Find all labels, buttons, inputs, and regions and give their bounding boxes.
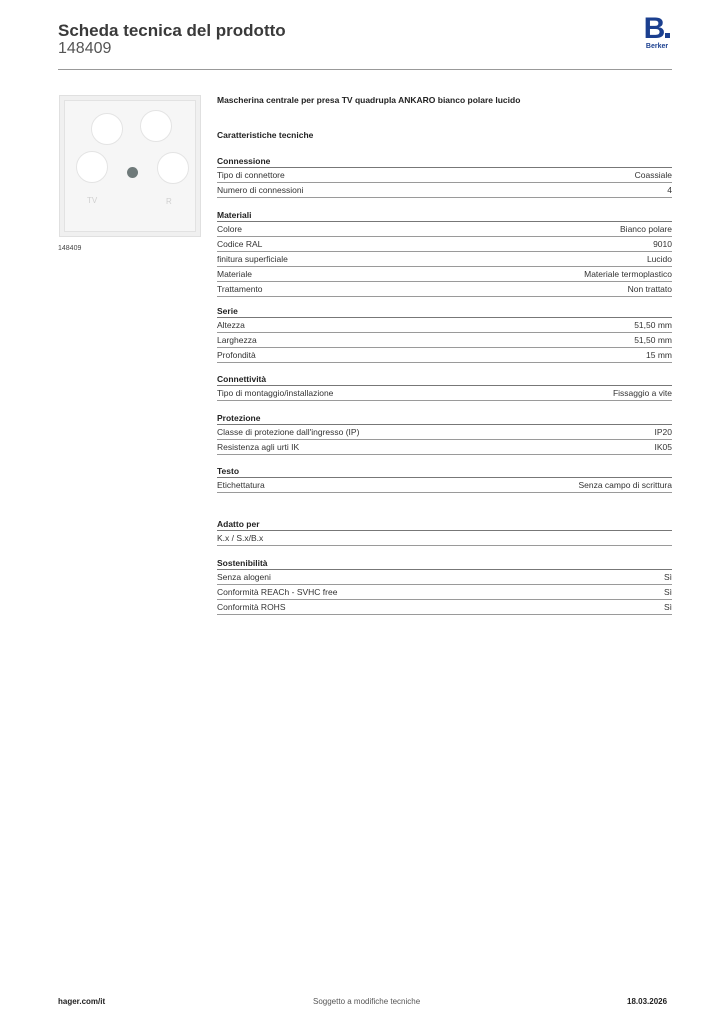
spec-label: Codice RAL (217, 239, 263, 249)
spec-label: Colore (217, 224, 243, 234)
spec-value: 51,50 mm (634, 320, 672, 330)
spec-row (217, 531, 672, 546)
spec-row (217, 222, 672, 237)
spec-value: IK05 (654, 442, 672, 452)
spec-value: 4 (667, 185, 672, 195)
spec-label: Profondità (217, 350, 256, 360)
spec-row (217, 168, 672, 183)
logo-text: Berker (645, 43, 669, 50)
spec-row (217, 333, 672, 348)
screw (127, 167, 138, 178)
connector-hole (91, 113, 123, 145)
spec-value: 51,50 mm (634, 335, 672, 345)
plate-mark-r: R (166, 197, 172, 206)
spec-value: Materiale termoplastico (584, 269, 672, 279)
spec-row (217, 267, 672, 282)
spec-value: 9010 (653, 239, 672, 249)
spec-value: Sì (663, 602, 672, 612)
footer-date: 18.03.2026 (627, 997, 668, 1006)
section-title: Sostenibilità (217, 558, 672, 570)
spec-value: Lucido (646, 254, 672, 264)
spec-row (217, 282, 672, 297)
spec-row (217, 478, 672, 493)
section-title: Connettività (217, 374, 672, 386)
section-protezione (217, 413, 672, 455)
cover-plate (64, 100, 196, 232)
image-caption: 148409 (58, 245, 82, 252)
spec-value: Non trattato (627, 284, 672, 294)
section-title: Testo (217, 466, 672, 478)
spec-label: Senza alogeni (217, 572, 271, 582)
spec-row (217, 585, 672, 600)
spec-row (217, 348, 672, 363)
spec-label: Tipo di montaggio/installazione (217, 388, 334, 398)
spec-row (217, 237, 672, 252)
footer-website-link[interactable]: hager.com/it (58, 997, 106, 1006)
product-image (59, 95, 201, 237)
document-title: Scheda tecnica del prodotto (58, 21, 286, 40)
section-materiali (217, 210, 672, 297)
spec-row (217, 386, 672, 401)
berker-logo (639, 12, 675, 50)
spec-value: Sì (663, 572, 672, 582)
spec-value: Fissaggio a vite (612, 388, 672, 398)
section-adatto-per (217, 519, 672, 546)
spec-row (217, 425, 672, 440)
spec-label: Etichettatura (217, 480, 265, 490)
spec-row (217, 570, 672, 585)
connector-hole (157, 152, 189, 184)
spec-value: Bianco polare (620, 224, 672, 234)
section-title: Adatto per (217, 519, 672, 531)
spec-row (217, 600, 672, 615)
spec-value: Sì (663, 587, 672, 597)
footer-disclaimer: Soggetto a modifiche tecniche (313, 997, 421, 1006)
document-product-code: 148409 (58, 40, 112, 57)
section-title: Serie (217, 306, 672, 318)
spec-row (217, 252, 672, 267)
spec-label: Materiale (217, 269, 252, 279)
technical-characteristics-heading: Caratteristiche tecniche (217, 130, 314, 140)
spec-value: 15 mm (646, 350, 672, 360)
spec-label: Trattamento (217, 284, 263, 294)
spec-row (217, 183, 672, 198)
section-testo (217, 466, 672, 493)
logo-dot (665, 33, 670, 38)
spec-row (217, 318, 672, 333)
spec-label: K.x / S.x/B.x (217, 533, 264, 543)
spec-row (217, 440, 672, 455)
spec-label: Tipo di connettore (217, 170, 285, 180)
spec-label: Conformità REACh - SVHC free (217, 587, 338, 597)
section-connessione (217, 156, 672, 198)
spec-value: Senza campo di scrittura (578, 480, 672, 490)
section-connettivita (217, 374, 672, 401)
spec-label: Altezza (217, 320, 245, 330)
logo-letter: B (643, 12, 665, 45)
connector-hole (76, 151, 108, 183)
spec-label: Classe di protezione dall'ingresso (IP) (217, 427, 360, 437)
section-sostenibilita (217, 558, 672, 615)
spec-value: Coassiale (634, 170, 672, 180)
spec-label: Conformità ROHS (217, 602, 286, 612)
section-serie (217, 306, 672, 363)
plate-mark-tv: TV (87, 196, 98, 205)
section-title: Protezione (217, 413, 672, 425)
spec-label: Larghezza (217, 335, 257, 345)
section-title: Connessione (217, 156, 672, 168)
section-title: Materiali (217, 210, 672, 222)
spec-value: IP20 (654, 427, 672, 437)
spec-label: finitura superficiale (217, 254, 288, 264)
header-divider (58, 69, 672, 70)
product-description: Mascherina centrale per presa TV quadrupla ANKARO bianco polare lucido (217, 95, 521, 105)
spec-label: Numero di connessioni (217, 185, 304, 195)
connector-hole (140, 110, 172, 142)
spec-label: Resistenza agli urti IK (217, 442, 300, 452)
